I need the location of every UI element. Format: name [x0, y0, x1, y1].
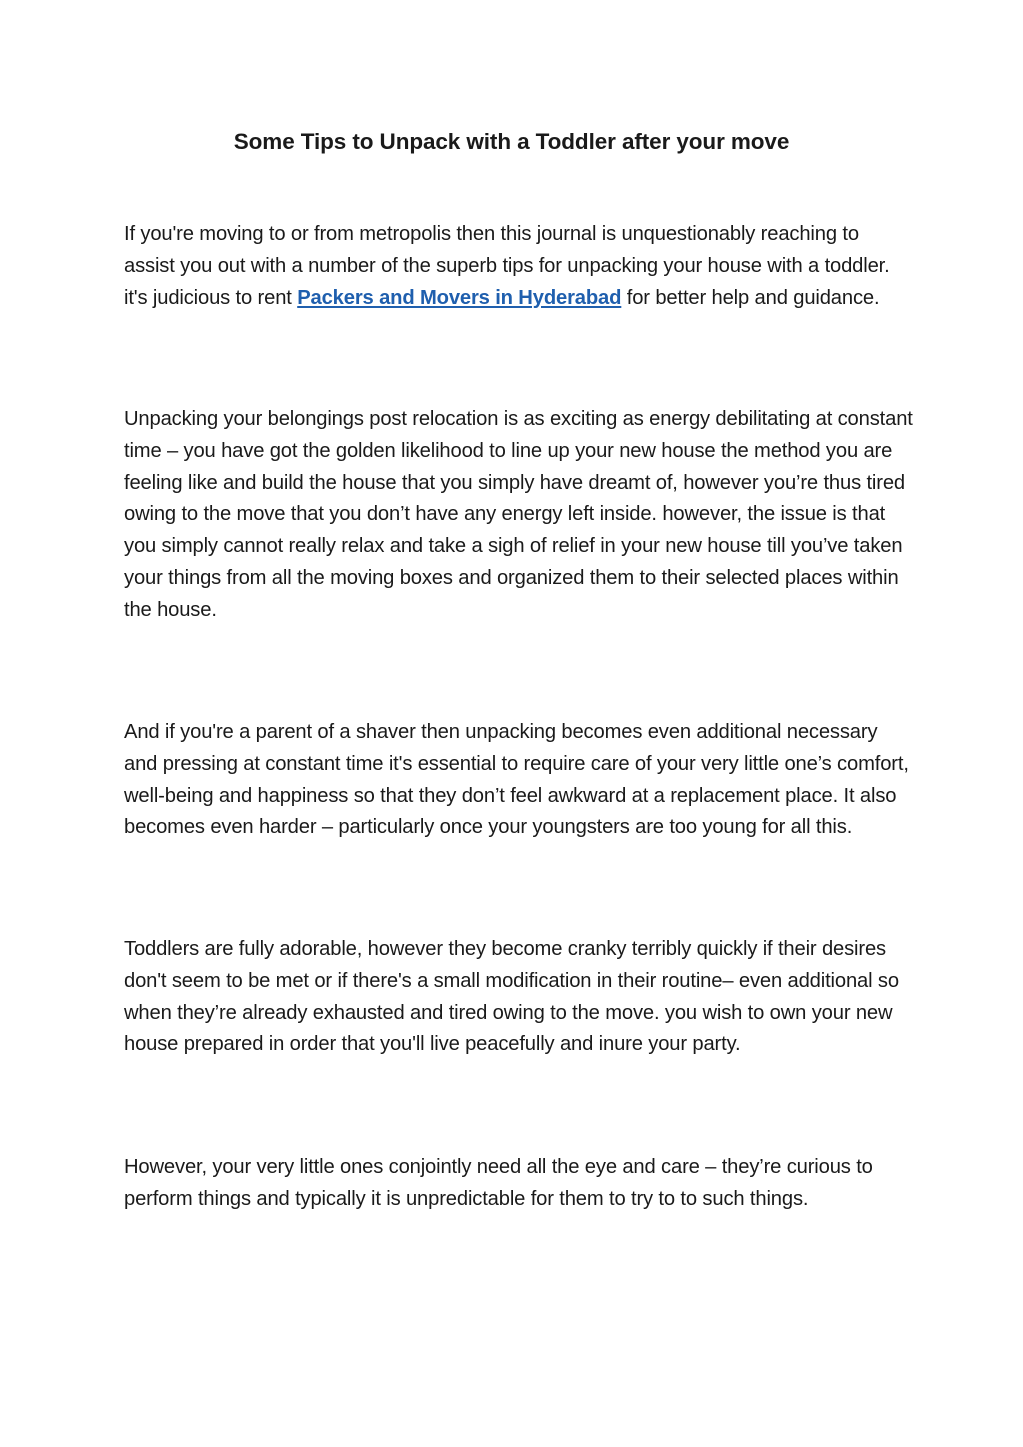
page-title: Some Tips to Unpack with a Toddler after your move	[233, 129, 790, 154]
paragraph-intro	[124, 219, 914, 314]
paragraph-little-ones: However, your very little ones conjointly need all the eye and care – they’re curious to perform things and typically it is unpredictable for them to try to to such things.	[124, 1156, 873, 1210]
packers-movers-hyderabad-link[interactable]: Packers and Movers in Hyderabad	[297, 286, 622, 309]
intro-text-after-link: for better help and guidance.	[621, 286, 880, 309]
intro-text-before-link: If you're moving to or from metropolis then this journal is unquestionably reaching to assist you out with a number of the superb tips for unpacking your house with a toddler. it's judicious to rent	[124, 223, 890, 309]
paragraph-unpacking: Unpacking your belongings post relocation is as exciting as energy debilitating at constant time – you have got the golden likelihood to line up your new house the method you are feeling like and build the house that you simply have dreamt of, however you’re thus tired owing to the move that you don’t have any energy left inside. however, the issue is that you simply cannot really relax and take a sigh of relief in your new house till you’ve taken your things from all the moving boxes and organized them to their selected places within the house.	[124, 408, 913, 621]
paragraph-parent: And if you're a parent of a shaver then unpacking becomes even additional necessary and pressing at constant time it's essential to require care of your very little one’s comfort, well-being and happiness so that they don’t feel awkward at a replacement place. It also becomes even harder – particularly once your youngsters are too young for all this.	[124, 721, 909, 839]
paragraph-toddlers: Toddlers are fully adorable, however they become cranky terribly quickly if their desires don't seem to be met or if there's a small modification in their routine– even additional so when they’re already exhausted and tired owing to the move. you wish to own your new house prepared in order that you'll live peacefully and inure your party.	[124, 938, 899, 1056]
